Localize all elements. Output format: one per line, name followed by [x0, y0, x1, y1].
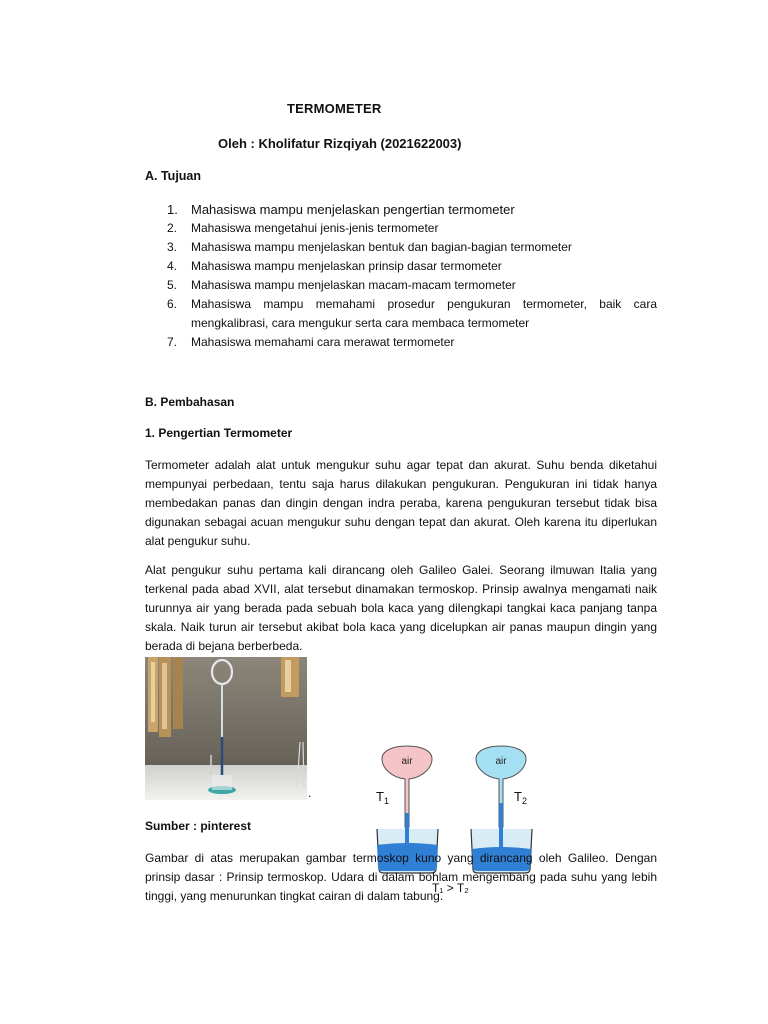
- bulb-left-label: air: [401, 756, 413, 767]
- list-item: [145, 219, 657, 238]
- list-item-number: 5.: [167, 278, 178, 292]
- temperature-relation: T₁ > T₂: [432, 881, 469, 895]
- section-b-subheading: 1. Pengertian Termometer: [145, 426, 293, 440]
- list-item-number: 2.: [167, 221, 178, 235]
- paragraph-description: Gambar di atas merupakan gambar termoskop kuno yang dirancang oleh Galileo. Dengan prinsip dasar : Prinsip termoskop. Udara di dalam bohlam mengembang pada suhu yang lebih tinggi, yang menurunkan tingkat cairan di dalam tabung.: [145, 851, 657, 903]
- list-item-text: Mahasiswa mampu menjelaskan prinsip dasar termometer: [191, 259, 502, 273]
- list-item-text: Mahasiswa mampu menjelaskan macam-macam termometer: [191, 278, 516, 292]
- list-item-text: Mahasiswa mampu memahami prosedur pengukuran termometer, baik cara mengkalibrasi, cara mengukur serta cara membaca termometer: [191, 297, 657, 330]
- document-author: Oleh : Kholifatur Rizqiyah (2021622003): [218, 136, 462, 151]
- list-item-number: 7.: [167, 335, 178, 349]
- paragraph-history: Alat pengukur suhu pertama kali dirancang oleh Galileo Galei. Seorang ilmuwan Italia yang terkenal pada abad XVII, alat tersebut dinamakan termoskop. Prinsip awalnya mengamati naik turunnya air yang berada pada sebuah bola kaca yang dilengkapi tangkai kaca panjang tanpa skala. Naik turun air tersebut akibat bola kaca yang dicelupkan air panas maupun dingin yang berada di bejana berberbeda.: [145, 563, 657, 653]
- list-item-text: Mahasiswa mengetahui jenis-jenis termometer: [191, 221, 439, 235]
- list-item-number: 1.: [167, 202, 178, 217]
- list-item: [145, 257, 657, 276]
- goals-list: [145, 200, 657, 352]
- paragraph-definition: Termometer adalah alat untuk mengukur suhu agar tepat dan akurat. Suhu benda diketahui mempunyai perbedaan, tentu saja harus dilakukan pengukuran. Pengukuran ini tidak hanya membedakan panas dan dingin dengan indra peraba, karena pengukuran tersebut tidak bisa digunakan sebagai acuan mengukur suhu dengan tepat dan akurat. Oleh karena itu diperlukan alat pengukur suhu.: [145, 458, 657, 548]
- t1-label: $T_1$: [376, 789, 389, 806]
- t2-label: $T_2$: [514, 789, 527, 806]
- thermoscope-photo: [145, 657, 307, 800]
- list-item-text: Mahasiswa mampu menjelaskan pengertian termometer: [191, 202, 515, 217]
- list-item-text: Mahasiswa memahami cara merawat termometer: [191, 335, 455, 349]
- list-item: [145, 238, 657, 257]
- image-source: Sumber : pinterest: [145, 819, 252, 833]
- list-item-number: 3.: [167, 240, 178, 254]
- list-item-number: 4.: [167, 259, 178, 273]
- list-item-number: 6.: [167, 297, 178, 311]
- bulb-right-label: air: [495, 756, 507, 767]
- list-item: [145, 200, 657, 219]
- document-title: TERMOMETER: [287, 101, 382, 116]
- list-item: [145, 333, 657, 352]
- list-item-text: Mahasiswa mampu menjelaskan bentuk dan bagian-bagian termometer: [191, 240, 572, 254]
- list-item: [145, 276, 657, 295]
- section-a-heading: A. Tujuan: [145, 169, 202, 183]
- section-b-heading: B. Pembahasan: [145, 395, 235, 409]
- punctuation-dot: .: [308, 786, 312, 800]
- list-item: [145, 295, 657, 333]
